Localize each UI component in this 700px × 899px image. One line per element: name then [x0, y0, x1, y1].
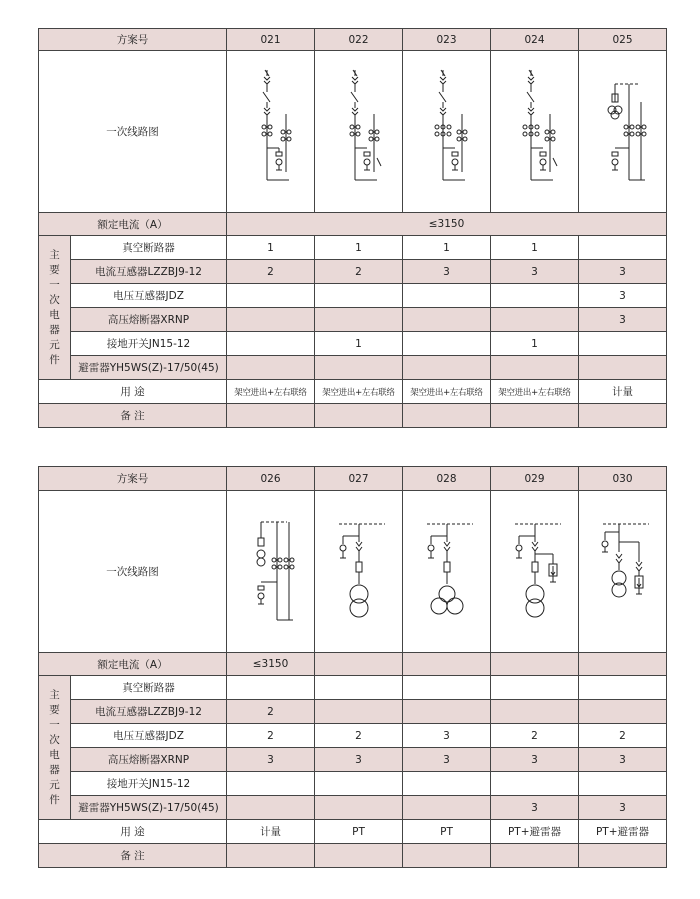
- diagram-label: 一次线路图: [39, 51, 227, 213]
- usage-value: PT+避雷器: [579, 820, 667, 844]
- component-value: [491, 284, 579, 308]
- circuit-diagram-022: [315, 51, 403, 213]
- component-value: [579, 356, 667, 380]
- usage-value: 架空进出+左右联络: [315, 380, 403, 404]
- component-value: [491, 356, 579, 380]
- component-name: 避雷器YH5WS(Z)-17/50(45): [71, 796, 227, 820]
- rated-current-value: ≤3150: [227, 653, 315, 676]
- component-value: [491, 308, 579, 332]
- scheme-number: 029: [491, 467, 579, 491]
- diagram-label: 一次线路图: [39, 491, 227, 653]
- component-name: 电压互感器JDZ: [71, 724, 227, 748]
- rated-current-row: [39, 653, 667, 676]
- header-row: [39, 467, 667, 491]
- component-value: [579, 772, 667, 796]
- remarks-row: [39, 404, 667, 428]
- component-value: 2: [315, 724, 403, 748]
- scheme-number: 021: [227, 29, 315, 51]
- component-row: [39, 676, 667, 700]
- remarks-label: 备 注: [39, 404, 227, 428]
- usage-label: 用 途: [39, 380, 227, 404]
- component-name: 高压熔断器XRNP: [71, 308, 227, 332]
- component-row: [39, 700, 667, 724]
- scheme-number-label: 方案号: [39, 29, 227, 51]
- component-value: 3: [579, 284, 667, 308]
- scheme-number: 025: [579, 29, 667, 51]
- remarks-value: [579, 404, 667, 428]
- scheme-table-1: [38, 28, 667, 428]
- component-value: [227, 356, 315, 380]
- component-name: 电流互感器LZZBJ9-12: [71, 260, 227, 284]
- component-value: 3: [403, 260, 491, 284]
- components-group-label: 主 要 一 次 电 器 元 件: [39, 236, 71, 380]
- component-value: [315, 796, 403, 820]
- usage-value: 架空进出+左右联络: [227, 380, 315, 404]
- component-name: 电流互感器LZZBJ9-12: [71, 700, 227, 724]
- component-value: [403, 284, 491, 308]
- component-value: [579, 700, 667, 724]
- component-value: 1: [315, 236, 403, 260]
- remarks-value: [227, 404, 315, 428]
- remarks-value: [579, 844, 667, 868]
- scheme-number: 030: [579, 467, 667, 491]
- component-value: [227, 796, 315, 820]
- component-row: [39, 748, 667, 772]
- component-value: 3: [579, 260, 667, 284]
- component-value: 3: [579, 308, 667, 332]
- remarks-value: [403, 404, 491, 428]
- scheme-number: 027: [315, 467, 403, 491]
- component-name: 避雷器YH5WS(Z)-17/50(45): [71, 356, 227, 380]
- component-value: [403, 676, 491, 700]
- component-row: [39, 724, 667, 748]
- component-value: [227, 308, 315, 332]
- diagram-row: [39, 51, 667, 213]
- component-value: [491, 676, 579, 700]
- remarks-value: [227, 844, 315, 868]
- component-value: 3: [579, 748, 667, 772]
- component-value: 3: [491, 796, 579, 820]
- scheme-table-2: [38, 466, 667, 868]
- component-value: 3: [491, 260, 579, 284]
- component-value: 1: [315, 332, 403, 356]
- component-row: [39, 796, 667, 820]
- remarks-value: [315, 404, 403, 428]
- remarks-value: [491, 404, 579, 428]
- component-name: 接地开关JN15-12: [71, 332, 227, 356]
- circuit-diagram-024: [491, 51, 579, 213]
- component-row: [39, 236, 667, 260]
- component-value: 2: [227, 700, 315, 724]
- component-value: 3: [491, 748, 579, 772]
- component-value: [579, 236, 667, 260]
- component-name: 高压熔断器XRNP: [71, 748, 227, 772]
- rated-current-value: ≤3150: [227, 213, 667, 236]
- remarks-value: [315, 844, 403, 868]
- component-value: [403, 356, 491, 380]
- component-value: 3: [579, 796, 667, 820]
- component-value: 1: [227, 236, 315, 260]
- component-row: [39, 356, 667, 380]
- circuit-diagram-021: [227, 51, 315, 213]
- component-value: 2: [491, 724, 579, 748]
- remarks-value: [491, 844, 579, 868]
- usage-row: [39, 380, 667, 404]
- usage-row: [39, 820, 667, 844]
- component-value: [315, 700, 403, 724]
- component-value: [227, 284, 315, 308]
- component-value: 1: [491, 332, 579, 356]
- component-value: [227, 676, 315, 700]
- remarks-value: [403, 844, 491, 868]
- component-value: [315, 356, 403, 380]
- component-value: [315, 676, 403, 700]
- component-value: [491, 772, 579, 796]
- component-row: [39, 772, 667, 796]
- component-row: [39, 308, 667, 332]
- component-name: 真空断路器: [71, 676, 227, 700]
- rated-current-label: 额定电流（A）: [39, 213, 227, 236]
- component-value: 3: [403, 724, 491, 748]
- scheme-number: 022: [315, 29, 403, 51]
- component-value: [227, 772, 315, 796]
- component-value: [403, 772, 491, 796]
- remarks-row: [39, 844, 667, 868]
- usage-value: PT: [315, 820, 403, 844]
- component-value: 2: [579, 724, 667, 748]
- component-value: 1: [403, 236, 491, 260]
- circuit-diagram-027: [315, 491, 403, 653]
- component-value: [315, 284, 403, 308]
- component-value: [315, 772, 403, 796]
- component-value: 1: [491, 236, 579, 260]
- usage-value: 计量: [579, 380, 667, 404]
- scheme-number-label: 方案号: [39, 467, 227, 491]
- component-value: [403, 700, 491, 724]
- scheme-number: 024: [491, 29, 579, 51]
- component-row: [39, 260, 667, 284]
- diagram-row: [39, 491, 667, 653]
- header-row: [39, 29, 667, 51]
- usage-value: PT+避雷器: [491, 820, 579, 844]
- components-group-label: 主 要 一 次 电 器 元 件: [39, 676, 71, 820]
- component-value: [579, 676, 667, 700]
- circuit-diagram-029: [491, 491, 579, 653]
- rated-current-label: 额定电流（A）: [39, 653, 227, 676]
- component-name: 电压互感器JDZ: [71, 284, 227, 308]
- scheme-number: 023: [403, 29, 491, 51]
- circuit-diagram-028: [403, 491, 491, 653]
- circuit-diagram-030: [579, 491, 667, 653]
- component-value: [403, 332, 491, 356]
- circuit-diagram-023: [403, 51, 491, 213]
- component-value: [491, 700, 579, 724]
- usage-label: 用 途: [39, 820, 227, 844]
- usage-value: 架空进出+左右联络: [403, 380, 491, 404]
- usage-value: 计量: [227, 820, 315, 844]
- circuit-diagram-026: [227, 491, 315, 653]
- component-value: 3: [403, 748, 491, 772]
- scheme-number: 026: [227, 467, 315, 491]
- rated-current-row: [39, 213, 667, 236]
- component-value: [227, 332, 315, 356]
- component-name: 接地开关JN15-12: [71, 772, 227, 796]
- component-value: [403, 796, 491, 820]
- remarks-label: 备 注: [39, 844, 227, 868]
- component-value: 3: [227, 748, 315, 772]
- component-value: 2: [227, 260, 315, 284]
- component-name: 真空断路器: [71, 236, 227, 260]
- usage-value: PT: [403, 820, 491, 844]
- component-value: [403, 308, 491, 332]
- component-value: 2: [315, 260, 403, 284]
- component-value: 3: [315, 748, 403, 772]
- component-row: [39, 332, 667, 356]
- usage-value: 架空进出+左右联络: [491, 380, 579, 404]
- component-row: [39, 284, 667, 308]
- component-value: 2: [227, 724, 315, 748]
- component-value: [315, 308, 403, 332]
- circuit-diagram-025: [579, 51, 667, 213]
- component-value: [579, 332, 667, 356]
- scheme-number: 028: [403, 467, 491, 491]
